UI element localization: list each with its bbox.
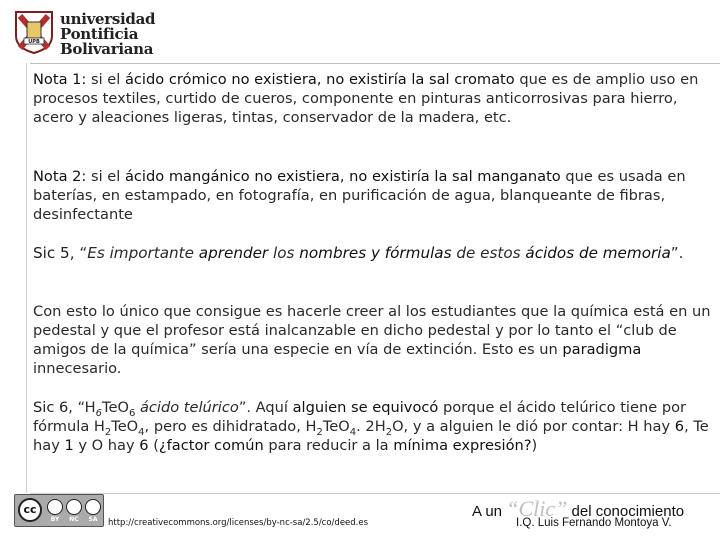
sic-5-label: Sic 5 [33,244,70,262]
paradigm-paragraph: Con esto lo único que consigue es hacerle creer al los estudiantes que la química está en un pedestal y que el profesor está inalcanzable en dicho pedestal y por lo tanto el “club de amigos de la química” sería una especie en vía de extinción. Esto es un paradigma innecesario. [33,303,711,377]
sic-6-label: Sic 6 [33,399,69,416]
nota-2-label: Nota 2: [33,168,87,185]
svg-text:UPB: UPB [28,39,40,45]
slogan: A un “Clic” del conocimiento [472,496,685,521]
sic-5: Sic 5, “Es importante aprender los nombres y fórmulas de estos ácidos de memoria”. [33,244,684,262]
university-name-line1: universidad [60,10,156,28]
slogan-clic: “Clic” [506,496,568,521]
cc-label-sa: SA [88,516,98,523]
noncommercial-icon [66,499,82,515]
attribution-icon [47,499,63,515]
cc-icon: cc [18,498,42,522]
university-shield-icon [14,10,54,54]
cc-label-by: BY [50,516,60,523]
footer-divider [30,493,720,494]
author-name: I.Q. Luis Fernando Montoya V. [516,517,672,529]
nota-1: Nota 1: si el ácido crómico no existiera, no existiría la sal cromato que es de amplio uso en procesos textiles, curtido de cueros, componente en pinturas anticorrosivas para hierro, acero y aleaciones ligeras, tintas, conservador de la madera, etc. [33,71,699,126]
university-name [60,12,155,57]
left-divider [26,63,27,493]
nota-1-label: Nota 1: [33,71,87,88]
university-logo [14,10,156,58]
cc-label-nc: NC [69,516,79,523]
university-name-line3: Bolivariana [60,40,154,58]
sharealike-icon [85,499,101,515]
university-name-line2: Pontificia [60,25,139,43]
nota-2: Nota 2: si el ácido mangánico no existiera, no existiría la sal manganato que es usada en baterías, en estampado, en fotografía, en purificación de agua, blanqueante de fibras, desinfectante [33,168,686,223]
creative-commons-badge[interactable] [14,494,104,527]
license-link[interactable]: http://creativecommons.org/licenses/by-nc-sa/2.5/co/deed.es [108,518,369,528]
sic-6: Sic 6, “$H_6TeO_6$ ácido telúrico”. Aquí alguien se equivocó porque el ácido telúrico tiene por fórmula $H_2TeO_4$, pero es dihidratado, $H_2TeO_4$. $2H_2O$, y a alguien le dió por contar: H hay 6, Te hay 1 y O hay 6 (¿factor común para reducir a la mínima expresión?) [33,399,709,454]
header-divider [30,63,720,64]
